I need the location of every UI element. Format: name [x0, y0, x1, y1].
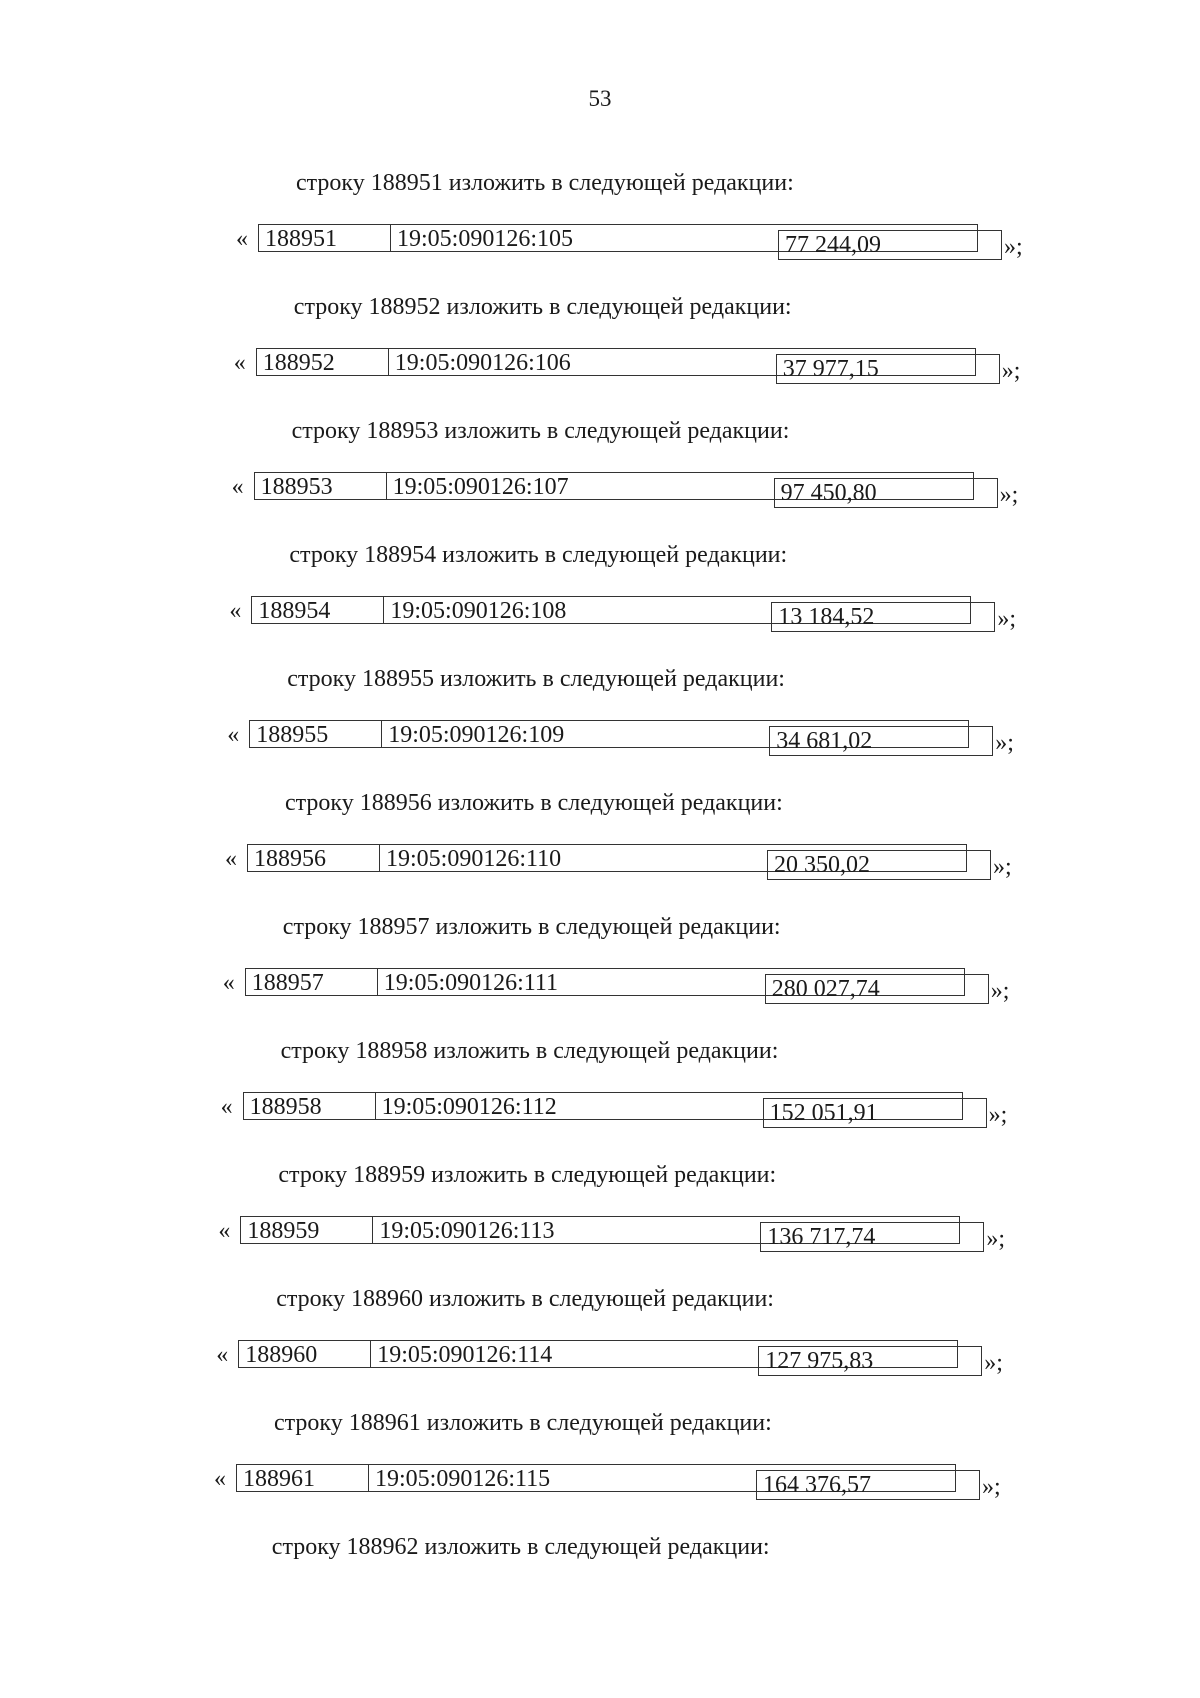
- value-cell: 13 184,52: [771, 602, 995, 632]
- closing-quote: »;: [984, 1350, 1003, 1376]
- amendment-entry: [0, 170, 1200, 294]
- opening-quote: «: [231, 474, 244, 500]
- amendment-instruction: строку 188958 изложить в следующей редакции:: [280, 1038, 779, 1064]
- amendment-entry: [0, 1534, 1200, 1658]
- amendment-instruction: строку 188961 изложить в следующей редакции:: [274, 1410, 772, 1436]
- value-cell: 37 977,15: [776, 354, 1000, 384]
- value-cell: 97 450,80: [774, 478, 998, 508]
- opening-quote: «: [225, 846, 237, 872]
- value-cell: 152 051,91: [763, 1098, 987, 1128]
- cadastral-number-cell: 19:05:090126:115: [368, 1464, 956, 1492]
- amendment-instruction: строку 188952 изложить в следующей редакции:: [293, 294, 792, 320]
- row-number-cell: 188952: [256, 348, 388, 376]
- row-number-cell: 188959: [240, 1216, 372, 1244]
- amendment-instruction: строку 188960 изложить в следующей редакции:: [276, 1286, 774, 1312]
- amendment-entry: [0, 666, 1200, 790]
- closing-quote: »;: [999, 482, 1019, 508]
- amendment-entry: [0, 790, 1200, 914]
- value-cell: 280 027,74: [765, 974, 989, 1004]
- row-number-cell: 188957: [245, 968, 377, 996]
- closing-quote: »;: [990, 978, 1010, 1004]
- value-cell: 20 350,02: [767, 850, 991, 880]
- value-cell: 164 376,57: [756, 1470, 980, 1500]
- row-number-cell: 188954: [251, 596, 383, 624]
- cadastral-number-cell: 19:05:090126:113: [372, 1216, 960, 1244]
- cadastral-number-cell: 19:05:090126:107: [386, 472, 974, 500]
- amendment-instruction: строку 188955 изложить в следующей редакции:: [287, 666, 785, 692]
- opening-quote: «: [216, 1342, 229, 1368]
- amendment-entry: [0, 418, 1200, 542]
- amendment-entry: [0, 1162, 1200, 1286]
- value-cell: 77 244,09: [778, 230, 1002, 260]
- closing-quote: »;: [982, 1474, 1001, 1500]
- amendment-entry: [0, 294, 1200, 418]
- value-cell: 136 717,74: [760, 1222, 984, 1252]
- amendment-instruction: строку 188962 изложить в следующей редакции:: [271, 1534, 770, 1560]
- opening-quote: «: [236, 226, 248, 252]
- closing-quote: »;: [1001, 358, 1021, 384]
- row-number-cell: 188958: [243, 1092, 375, 1120]
- cadastral-number-cell: 19:05:090126:112: [375, 1092, 963, 1120]
- closing-quote: »;: [1004, 234, 1023, 260]
- opening-quote: «: [220, 1094, 233, 1120]
- closing-quote: »;: [997, 606, 1017, 632]
- closing-quote: »;: [995, 730, 1014, 756]
- amendment-instruction: строку 188959 изложить в следующей редакции:: [278, 1162, 777, 1188]
- opening-quote: «: [229, 598, 242, 624]
- amendment-entry: [0, 914, 1200, 1038]
- value-cell: 127 975,83: [758, 1346, 982, 1376]
- row-number-cell: 188956: [247, 844, 379, 872]
- cadastral-number-cell: 19:05:090126:111: [377, 968, 965, 996]
- opening-quote: «: [222, 970, 235, 996]
- closing-quote: »;: [988, 1102, 1008, 1128]
- cadastral-number-cell: 19:05:090126:109: [381, 720, 969, 748]
- opening-quote: «: [233, 350, 246, 376]
- opening-quote: «: [227, 722, 240, 748]
- opening-quote: «: [214, 1466, 226, 1492]
- row-number-cell: 188961: [236, 1464, 368, 1492]
- amendment-instruction: строку 188953 изложить в следующей редакции:: [291, 418, 790, 444]
- cadastral-number-cell: 19:05:090126:110: [379, 844, 967, 872]
- row-number-cell: 188953: [254, 472, 386, 500]
- amendment-entry: [0, 1286, 1200, 1410]
- cadastral-number-cell: 19:05:090126:114: [370, 1340, 958, 1368]
- row-number-cell: 188960: [238, 1340, 370, 1368]
- amendment-instruction: строку 188957 изложить в следующей редакции:: [282, 914, 781, 940]
- amendment-instruction: строку 188956 изложить в следующей редакции:: [285, 790, 783, 816]
- closing-quote: »;: [993, 854, 1012, 880]
- row-number-cell: 188951: [258, 224, 390, 252]
- amendment-entry: [0, 542, 1200, 666]
- cadastral-number-cell: 19:05:090126:106: [388, 348, 976, 376]
- amendment-list: [0, 170, 1200, 1658]
- closing-quote: »;: [986, 1226, 1006, 1252]
- amendment-instruction: строку 188954 изложить в следующей редакции:: [289, 542, 788, 568]
- amendment-entry: [0, 1038, 1200, 1162]
- cadastral-number-cell: 19:05:090126:108: [383, 596, 971, 624]
- amendment-instruction: строку 188951 изложить в следующей редакции:: [296, 170, 794, 196]
- cadastral-number-cell: 19:05:090126:105: [390, 224, 978, 252]
- amendment-entry: [0, 1410, 1200, 1534]
- row-number-cell: 188955: [249, 720, 381, 748]
- value-cell: 34 681,02: [769, 726, 993, 756]
- page-number: 53: [588, 86, 612, 111]
- opening-quote: «: [218, 1218, 231, 1244]
